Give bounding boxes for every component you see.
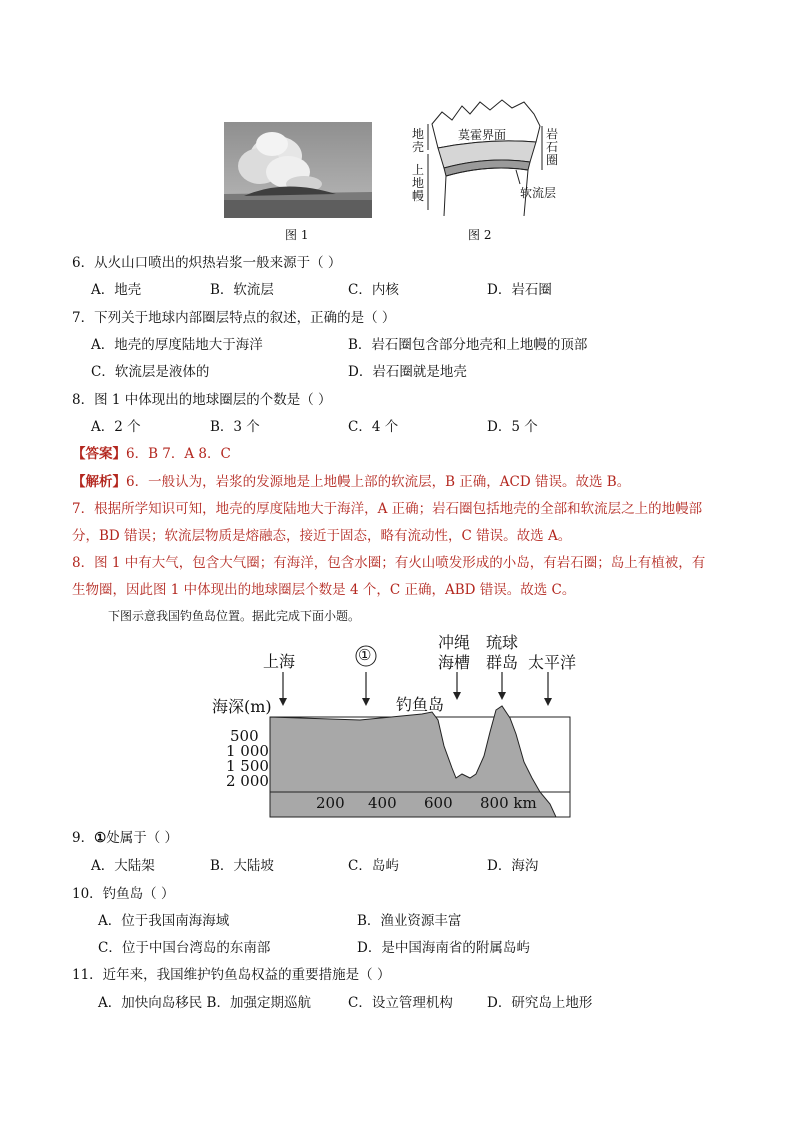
answer-block [72,442,231,462]
upper-mantle-label: 上地幔 [412,163,425,203]
y-tick-1500: 1 500 [226,757,269,775]
question-10-option-b: B．渔业资源丰富 [357,913,462,929]
label-depth: 海深(m) [212,697,272,716]
question-8-option-a: A．2 个 [91,419,141,435]
question-9-option-b: B．大陆坡 [210,858,274,874]
label-circle-1: ① [358,646,372,664]
x-tick-200: 200 [316,794,345,812]
analysis-line-5: 生物圈，因此图 1 中体现出的地球圈层个数是 4 个，C 正确，ABD 错误。故选 C。 [72,582,576,598]
moho-label: 莫霍界面 [458,128,507,142]
label-diaoyu: 钓鱼岛 [396,695,445,714]
label-okinawa-1: 冲绳 [438,633,471,652]
question-6-option-b: B．软流层 [210,282,274,298]
question-6-option-c: C．内核 [348,282,399,298]
answer-tag: 【答案】 [72,446,126,462]
question-10-option-c: C．位于中国台湾岛的东南部 [98,940,271,956]
analysis-line-4: 8．图 1 中有大气，包含大气圈；有海洋，包含水圈；有火山喷发形成的小岛，有岩石圈；岛上有植被，有 [72,555,706,571]
analysis-text-1: 6．一般认为，岩浆的发源地是上地幔上部的软流层，B 正确，ACD 错误。故选 B。 [126,474,631,490]
x-tick-400: 400 [368,794,397,812]
figure-2-caption: 图 2 [468,228,492,242]
question-8-option-b: B．3 个 [210,419,260,435]
analysis-tag: 【解析】 [72,474,126,490]
label-pacific: 太平洋 [528,653,577,672]
question-11-option-d: D．研究岛上地形 [487,995,593,1011]
analysis-line-3: 分，BD 错误；软流层物质是熔融态，接近于固态，略有流动性，C 错误。故选 A。 [72,528,572,544]
question-8-option-d: D．5 个 [487,419,538,435]
figure-1-caption: 图 1 [285,228,309,242]
x-tick-800km: 800 km [480,794,537,812]
lithosphere-label: 岩石圈 [546,127,559,167]
question-7-option-c: C．软流层是液体的 [91,364,210,380]
label-ryukyu-1: 琉球 [486,633,519,652]
question-11-option-c: C．设立管理机构 [348,995,453,1011]
section-intro: 下图示意我国钓鱼岛位置。据此完成下面小题。 [108,609,361,623]
volcano-photo-image [224,122,372,218]
question-6-option-d: D．岩石圈 [487,282,552,298]
question-9-stem [72,826,178,846]
y-tick-2000: 2 000 [226,772,269,790]
question-11-option-ab: A．加快向岛移民 B．加强定期巡航 [98,995,311,1011]
y-tick-1000: 1 000 [226,742,269,760]
analysis-line-1 [72,470,630,490]
question-9-option-a: A．大陆架 [91,858,155,874]
analysis-line-2: 7．根据所学知识可知，地壳的厚度陆地大于海洋，A 正确；岩石圈包括地壳的全部和软流层之上的地幔部 [72,501,703,517]
figure-1-photo [224,122,372,218]
answer-text: 6．B 7．A 8．C [126,446,231,462]
question-10-option-a: A．位于我国南海海域 [98,913,230,929]
seafloor-profile-diagram [210,628,580,820]
question-7-option-d: D．岩石圈就是地壳 [348,364,467,380]
question-10-stem: 10．钓鱼岛（ ） [72,886,175,902]
question-9-number: 9． [72,830,95,846]
x-tick-600: 600 [424,794,453,812]
question-9-option-d: D．海沟 [487,858,539,874]
question-9-option-c: C．岛屿 [348,858,399,874]
question-10-option-d: D．是中国海南省的附属岛屿 [357,940,530,956]
asthenosphere-label: 软流层 [520,186,557,200]
question-9-circle: ① [94,830,107,846]
question-7-stem: 7．下列关于地球内部圈层特点的叙述，正确的是（ ） [72,310,396,326]
question-8-option-c: C．4 个 [348,419,399,435]
crust-label: 地壳 [412,127,425,154]
figure-2-diagram [408,98,568,220]
label-shanghai: 上海 [263,652,296,671]
earth-layers-diagram [408,98,568,220]
y-tick-500: 500 [230,727,259,745]
question-9-rest: 处属于（ ） [106,830,178,846]
question-8-stem: 8．图 1 中体现出的地球圈层的个数是（ ） [72,392,332,408]
question-11-stem: 11．近年来，我国维护钓鱼岛权益的重要措施是（ ） [72,967,391,983]
question-6-option-a: A．地壳 [91,282,142,298]
label-ryukyu-2: 群岛 [486,653,519,672]
question-6-stem: 6．从火山口喷出的炽热岩浆一般来源于（ ） [72,255,342,271]
label-okinawa-2: 海槽 [438,653,471,672]
question-7-option-a: A．地壳的厚度陆地大于海洋 [91,337,263,353]
question-7-option-b: B．岩石圈包含部分地壳和上地幔的顶部 [348,337,588,353]
